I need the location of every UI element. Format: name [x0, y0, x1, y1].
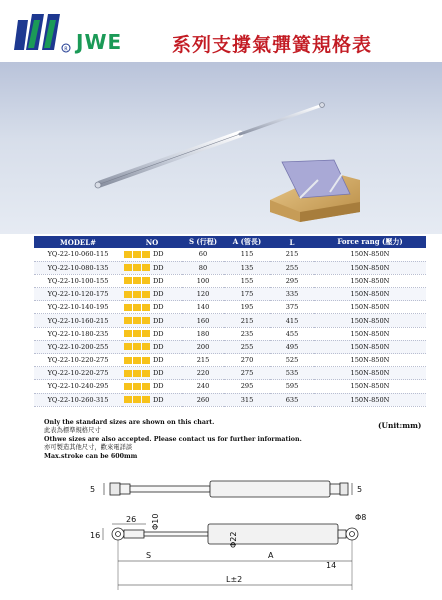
- col-model: MODEL#: [34, 236, 122, 248]
- cell-no: [122, 274, 182, 287]
- cell-l: 495: [270, 340, 314, 353]
- cell-model: YQ-22-10-160-215: [34, 314, 122, 327]
- cell-l: 255: [270, 261, 314, 274]
- table-row: [34, 380, 426, 393]
- cell-model: YQ-22-10-220-275: [34, 354, 122, 367]
- cell-l: 335: [270, 288, 314, 301]
- table-row: [34, 367, 426, 380]
- table-row: [34, 354, 426, 367]
- cell-a: 215: [224, 314, 270, 327]
- option-square-icon: [142, 343, 150, 350]
- cell-model: YQ-22-10-120-175: [34, 288, 122, 301]
- table-row: [34, 340, 426, 353]
- cell-force: 150N-850N: [314, 248, 426, 261]
- cell-force: 150N-850N: [314, 274, 426, 287]
- no-code: DD: [153, 342, 164, 351]
- option-square-icon: [142, 357, 150, 364]
- option-square-icon: [142, 317, 150, 324]
- option-square-icon: [133, 291, 141, 298]
- note-line-3: Othwe sizes are also accepted. Please contact us for further information.: [44, 435, 302, 443]
- note-line-5: Max.stroke can be 600mm: [44, 452, 138, 460]
- cell-no: [122, 314, 182, 327]
- cell-force: 150N-850N: [314, 380, 426, 393]
- cell-force: 150N-850N: [314, 314, 426, 327]
- option-square-icon: [142, 251, 150, 258]
- cell-s: 260: [182, 393, 224, 406]
- cell-force: 150N-850N: [314, 327, 426, 340]
- cell-l: 375: [270, 301, 314, 314]
- cell-force: 150N-850N: [314, 288, 426, 301]
- option-square-icon: [124, 357, 132, 364]
- no-code: DD: [153, 356, 164, 365]
- option-square-icon: [133, 370, 141, 377]
- cell-a: 175: [224, 288, 270, 301]
- cell-no: [122, 248, 182, 261]
- table-row: [34, 314, 426, 327]
- option-square-icon: [142, 370, 150, 377]
- no-code: DD: [153, 329, 164, 338]
- cell-s: 215: [182, 354, 224, 367]
- option-square-icon: [133, 317, 141, 324]
- no-code: DD: [153, 303, 164, 312]
- col-force: Force rang (壓力): [314, 236, 426, 248]
- cell-s: 100: [182, 274, 224, 287]
- cell-s: 120: [182, 288, 224, 301]
- cell-s: 60: [182, 248, 224, 261]
- cell-s: 80: [182, 261, 224, 274]
- dim-a: A: [268, 551, 274, 560]
- table-header-row: [34, 236, 426, 248]
- cell-l: 415: [270, 314, 314, 327]
- cell-force: 150N-850N: [314, 301, 426, 314]
- note-line-2: 此表為標準規格尺寸: [44, 427, 101, 435]
- dim-s: S: [146, 551, 152, 560]
- option-square-icon: [142, 291, 150, 298]
- cell-no: [122, 261, 182, 274]
- table-row: [34, 327, 426, 340]
- page-title: 系列支撐氣彈簧規格表: [172, 34, 373, 56]
- cell-a: 155: [224, 274, 270, 287]
- col-a: A (管長): [224, 236, 270, 248]
- cell-model: YQ-22-10-180-235: [34, 327, 122, 340]
- option-square-icon: [124, 343, 132, 350]
- top-view: [110, 481, 348, 497]
- option-square-icon: [133, 304, 141, 311]
- dim-l: L±2: [226, 575, 243, 584]
- spec-table: [34, 236, 426, 407]
- cell-no: [122, 327, 182, 340]
- cell-model: YQ-22-10-140-195: [34, 301, 122, 314]
- cell-a: 255: [224, 340, 270, 353]
- cell-l: 215: [270, 248, 314, 261]
- dim-phi22: Φ22: [229, 531, 238, 548]
- page-header: [0, 0, 442, 60]
- cell-model: YQ-22-10-060-115: [34, 248, 122, 261]
- option-square-icon: [142, 277, 150, 284]
- note-line-1: Only the standard sizes are shown on this chart.: [44, 419, 215, 426]
- option-square-icon: [133, 330, 141, 337]
- option-square-icon: [133, 251, 141, 258]
- cell-a: 235: [224, 327, 270, 340]
- cell-l: 595: [270, 380, 314, 393]
- option-square-icon: [142, 383, 150, 390]
- option-square-icon: [142, 304, 150, 311]
- cell-l: 535: [270, 367, 314, 380]
- cell-a: 135: [224, 261, 270, 274]
- dim-5-right: 5: [357, 485, 363, 494]
- dim-16: 16: [90, 531, 101, 540]
- cell-no: [122, 340, 182, 353]
- table-row: [34, 248, 426, 261]
- option-square-icon: [124, 396, 132, 403]
- table-row: [34, 274, 426, 287]
- option-square-icon: [142, 396, 150, 403]
- cell-s: 240: [182, 380, 224, 393]
- option-square-icon: [124, 370, 132, 377]
- cell-s: 160: [182, 314, 224, 327]
- cell-l: 635: [270, 393, 314, 406]
- product-photo-area: [0, 62, 442, 234]
- table-row: [34, 301, 426, 314]
- no-code: DD: [153, 369, 164, 378]
- cell-no: [122, 380, 182, 393]
- lid-box-photo: [270, 160, 360, 222]
- option-square-icon: [124, 251, 132, 258]
- option-square-icon: [133, 264, 141, 271]
- table-body: [34, 248, 426, 406]
- cell-a: 270: [224, 354, 270, 367]
- col-l: L: [270, 236, 314, 248]
- cell-no: [122, 354, 182, 367]
- cell-s: 140: [182, 301, 224, 314]
- cell-no: [122, 393, 182, 406]
- svg-text:R: R: [64, 46, 68, 53]
- cell-model: YQ-22-10-220-275: [34, 367, 122, 380]
- option-square-icon: [133, 277, 141, 284]
- option-square-icon: [124, 291, 132, 298]
- cell-force: 150N-850N: [314, 354, 426, 367]
- option-square-icon: [142, 330, 150, 337]
- cell-l: 455: [270, 327, 314, 340]
- jwe-logo-icon: [14, 12, 72, 56]
- no-code: DD: [153, 276, 164, 285]
- dim-26: 26: [126, 515, 137, 524]
- cell-model: YQ-22-10-100-155: [34, 274, 122, 287]
- no-code: DD: [153, 316, 164, 325]
- option-square-icon: [124, 264, 132, 271]
- cell-model: YQ-22-10-260-315: [34, 393, 122, 406]
- technical-drawing: [0, 460, 442, 600]
- dim-5-left: 5: [90, 485, 96, 494]
- cell-force: 150N-850N: [314, 340, 426, 353]
- col-s: S (行程): [182, 236, 224, 248]
- cell-model: YQ-22-10-240-295: [34, 380, 122, 393]
- option-square-icon: [124, 277, 132, 284]
- dim-14: 14: [326, 561, 337, 570]
- notes-block: [44, 419, 302, 461]
- cell-a: 115: [224, 248, 270, 261]
- table-row: [34, 261, 426, 274]
- no-code: DD: [153, 382, 164, 391]
- cell-a: 275: [224, 367, 270, 380]
- cell-a: 295: [224, 380, 270, 393]
- note-line-4: 亦可製造其他尺寸，歡來電詳談: [44, 444, 133, 452]
- cell-force: 150N-850N: [314, 261, 426, 274]
- option-square-icon: [133, 396, 141, 403]
- cell-force: 150N-850N: [314, 367, 426, 380]
- cell-l: 525: [270, 354, 314, 367]
- cell-l: 295: [270, 274, 314, 287]
- option-square-icon: [124, 317, 132, 324]
- option-square-icon: [142, 264, 150, 271]
- option-square-icon: [124, 304, 132, 311]
- option-square-icon: [124, 330, 132, 337]
- option-square-icon: [133, 343, 141, 350]
- cell-s: 180: [182, 327, 224, 340]
- cell-a: 315: [224, 393, 270, 406]
- brand-name: JWE: [76, 30, 123, 54]
- cell-force: 150N-850N: [314, 393, 426, 406]
- col-no: NO: [122, 236, 182, 248]
- cell-s: 200: [182, 340, 224, 353]
- gas-spring-illustration: [0, 62, 442, 234]
- no-code: DD: [153, 290, 164, 299]
- no-code: DD: [153, 263, 164, 272]
- table-row: [34, 393, 426, 406]
- option-square-icon: [133, 383, 141, 390]
- no-code: DD: [153, 395, 164, 404]
- unit-label: (Unit:mm): [378, 421, 422, 430]
- option-square-icon: [133, 357, 141, 364]
- dim-phi8: Φ8: [355, 513, 367, 522]
- cell-no: [122, 288, 182, 301]
- cell-a: 195: [224, 301, 270, 314]
- cell-no: [122, 301, 182, 314]
- cell-s: 220: [182, 367, 224, 380]
- cell-model: YQ-22-10-200-255: [34, 340, 122, 353]
- option-square-icon: [124, 383, 132, 390]
- no-code: DD: [153, 250, 164, 259]
- dim-phi10: Φ10: [151, 513, 160, 530]
- cell-model: YQ-22-10-080-135: [34, 261, 122, 274]
- cell-no: [122, 367, 182, 380]
- table-row: [34, 288, 426, 301]
